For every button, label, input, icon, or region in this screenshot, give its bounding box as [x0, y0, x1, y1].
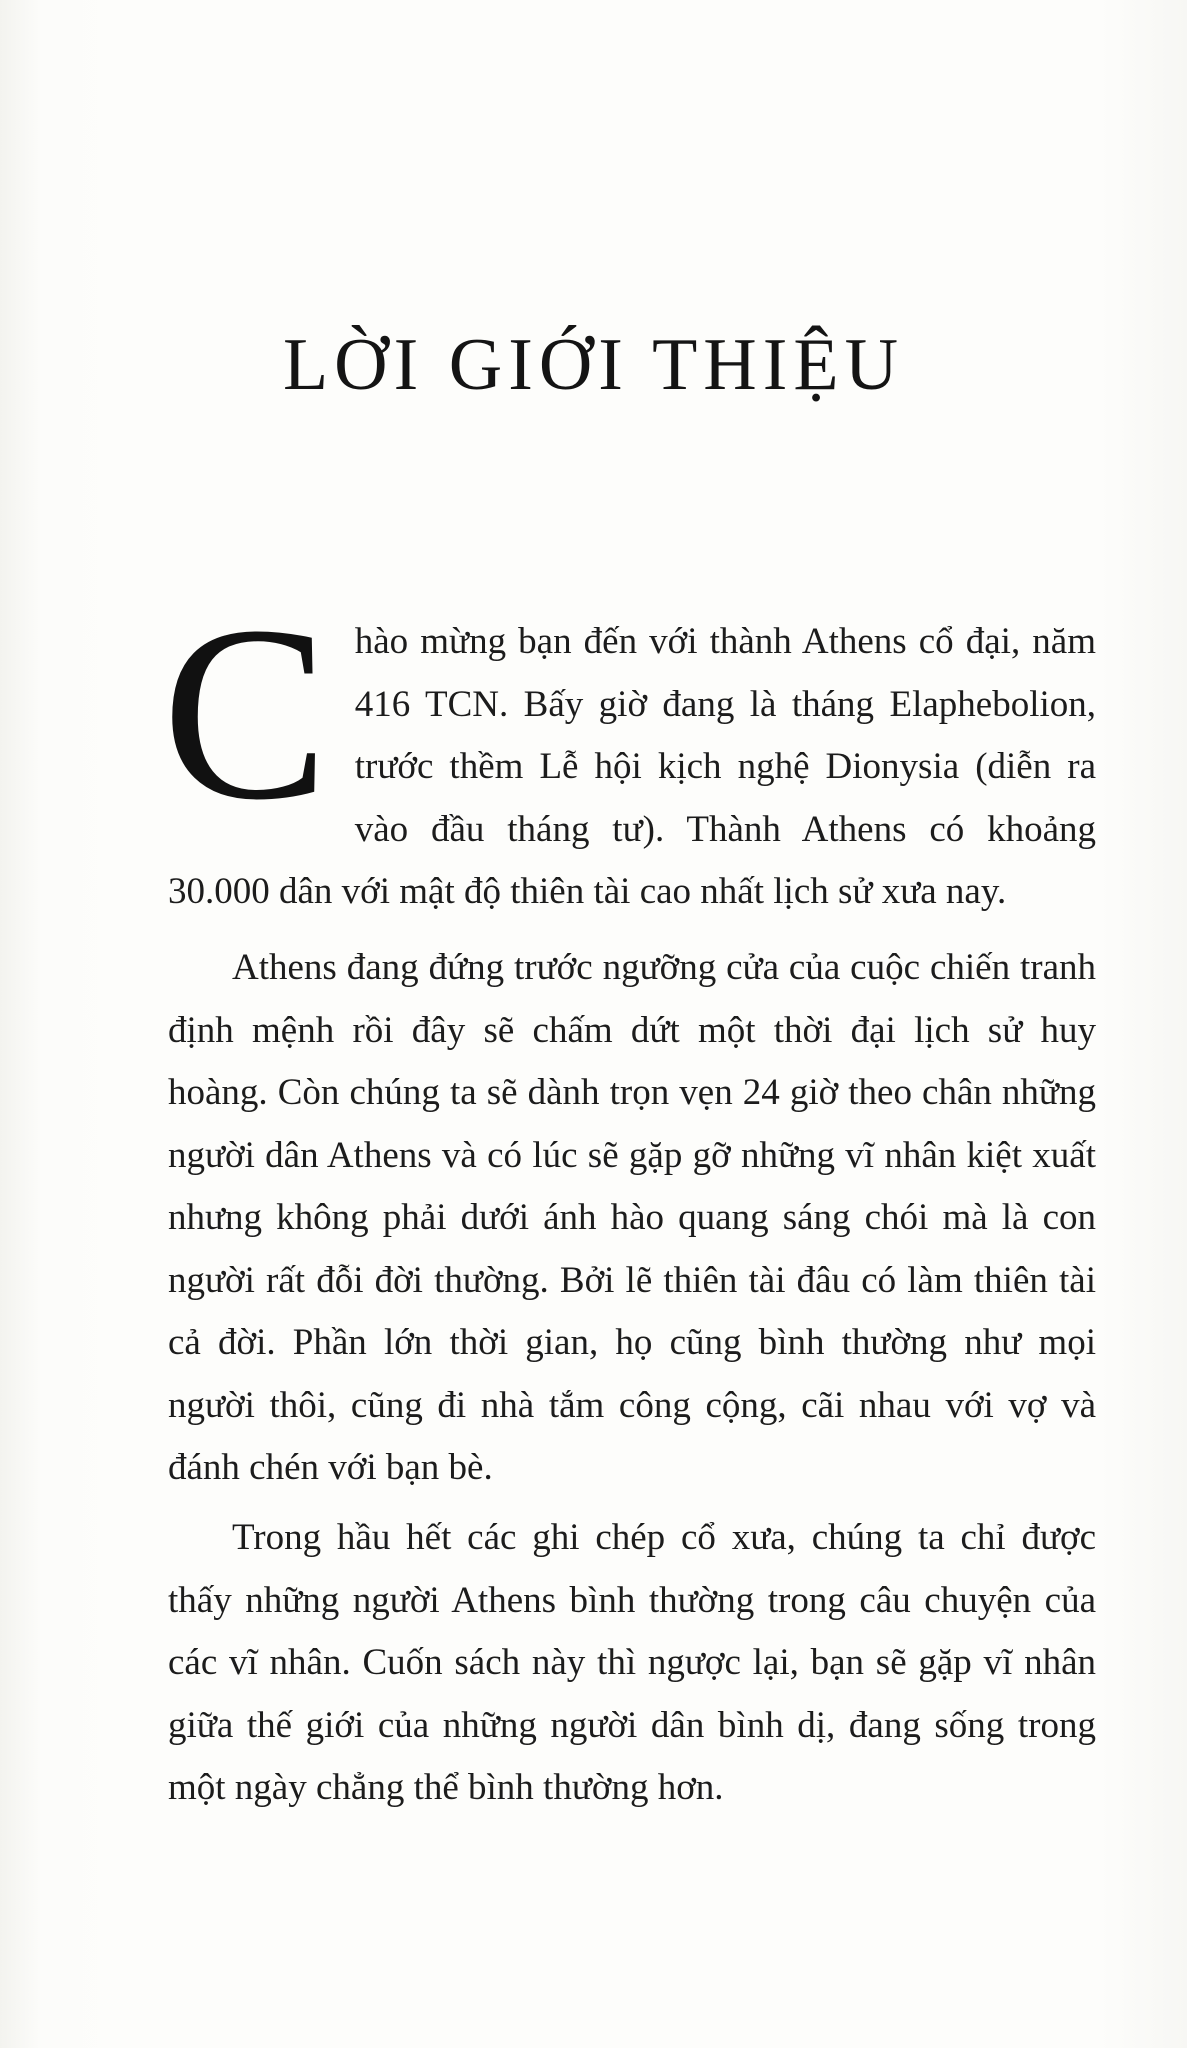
chapter-title: LỜI GIỚI THIỆU	[282, 324, 905, 406]
paragraph-2	[168, 937, 1096, 1500]
paragraph-1-text: hào mừng bạn đến với thành Athens cổ đại, năm 416 TCN. Bấy giờ đang là tháng Elaphebolion, trước thềm Lễ hội kịch nghệ Dionysia (diễn ra vào đầu tháng tư). Thành Athens có khoảng 30.000 dân với mật độ thiên tài cao nhất lịch sử xưa nay.	[168, 621, 1096, 912]
paragraph-intro	[162, 575, 1096, 924]
paragraph-3	[168, 1507, 1096, 1820]
drop-cap: C	[162, 575, 329, 852]
paragraph-3-text: Trong hầu hết các ghi chép cổ xưa, chúng ta chỉ được thấy những người Athens bình thường trong câu chuyện của các vĩ nhân. Cuốn sách này thì ngược lại, bạn sẽ gặp vĩ nhân giữa thế giới của những người dân bình dị, đang sống trong một ngày chẳng thể bình thường hơn.	[168, 1517, 1096, 1808]
paragraph-2-text: Athens đang đứng trước ngưỡng cửa của cuộc chiến tranh định mệnh rồi đây sẽ chấm dứt một thời đại lịch sử huy hoàng. Còn chúng ta sẽ dành trọn vẹn 24 giờ theo chân những người dân Athens và có lúc sẽ gặp gỡ những vĩ nhân kiệt xuất nhưng không phải dưới ánh hào quang sáng chói mà là con người rất đỗi đời thường. Bởi lẽ thiên tài đâu có làm thiên tài cả đời. Phần lớn thời gian, họ cũng bình thường như mọi người thôi, cũng đi nhà tắm công cộng, cãi nhau với vợ và đánh chén với bạn bè.	[168, 947, 1096, 1488]
